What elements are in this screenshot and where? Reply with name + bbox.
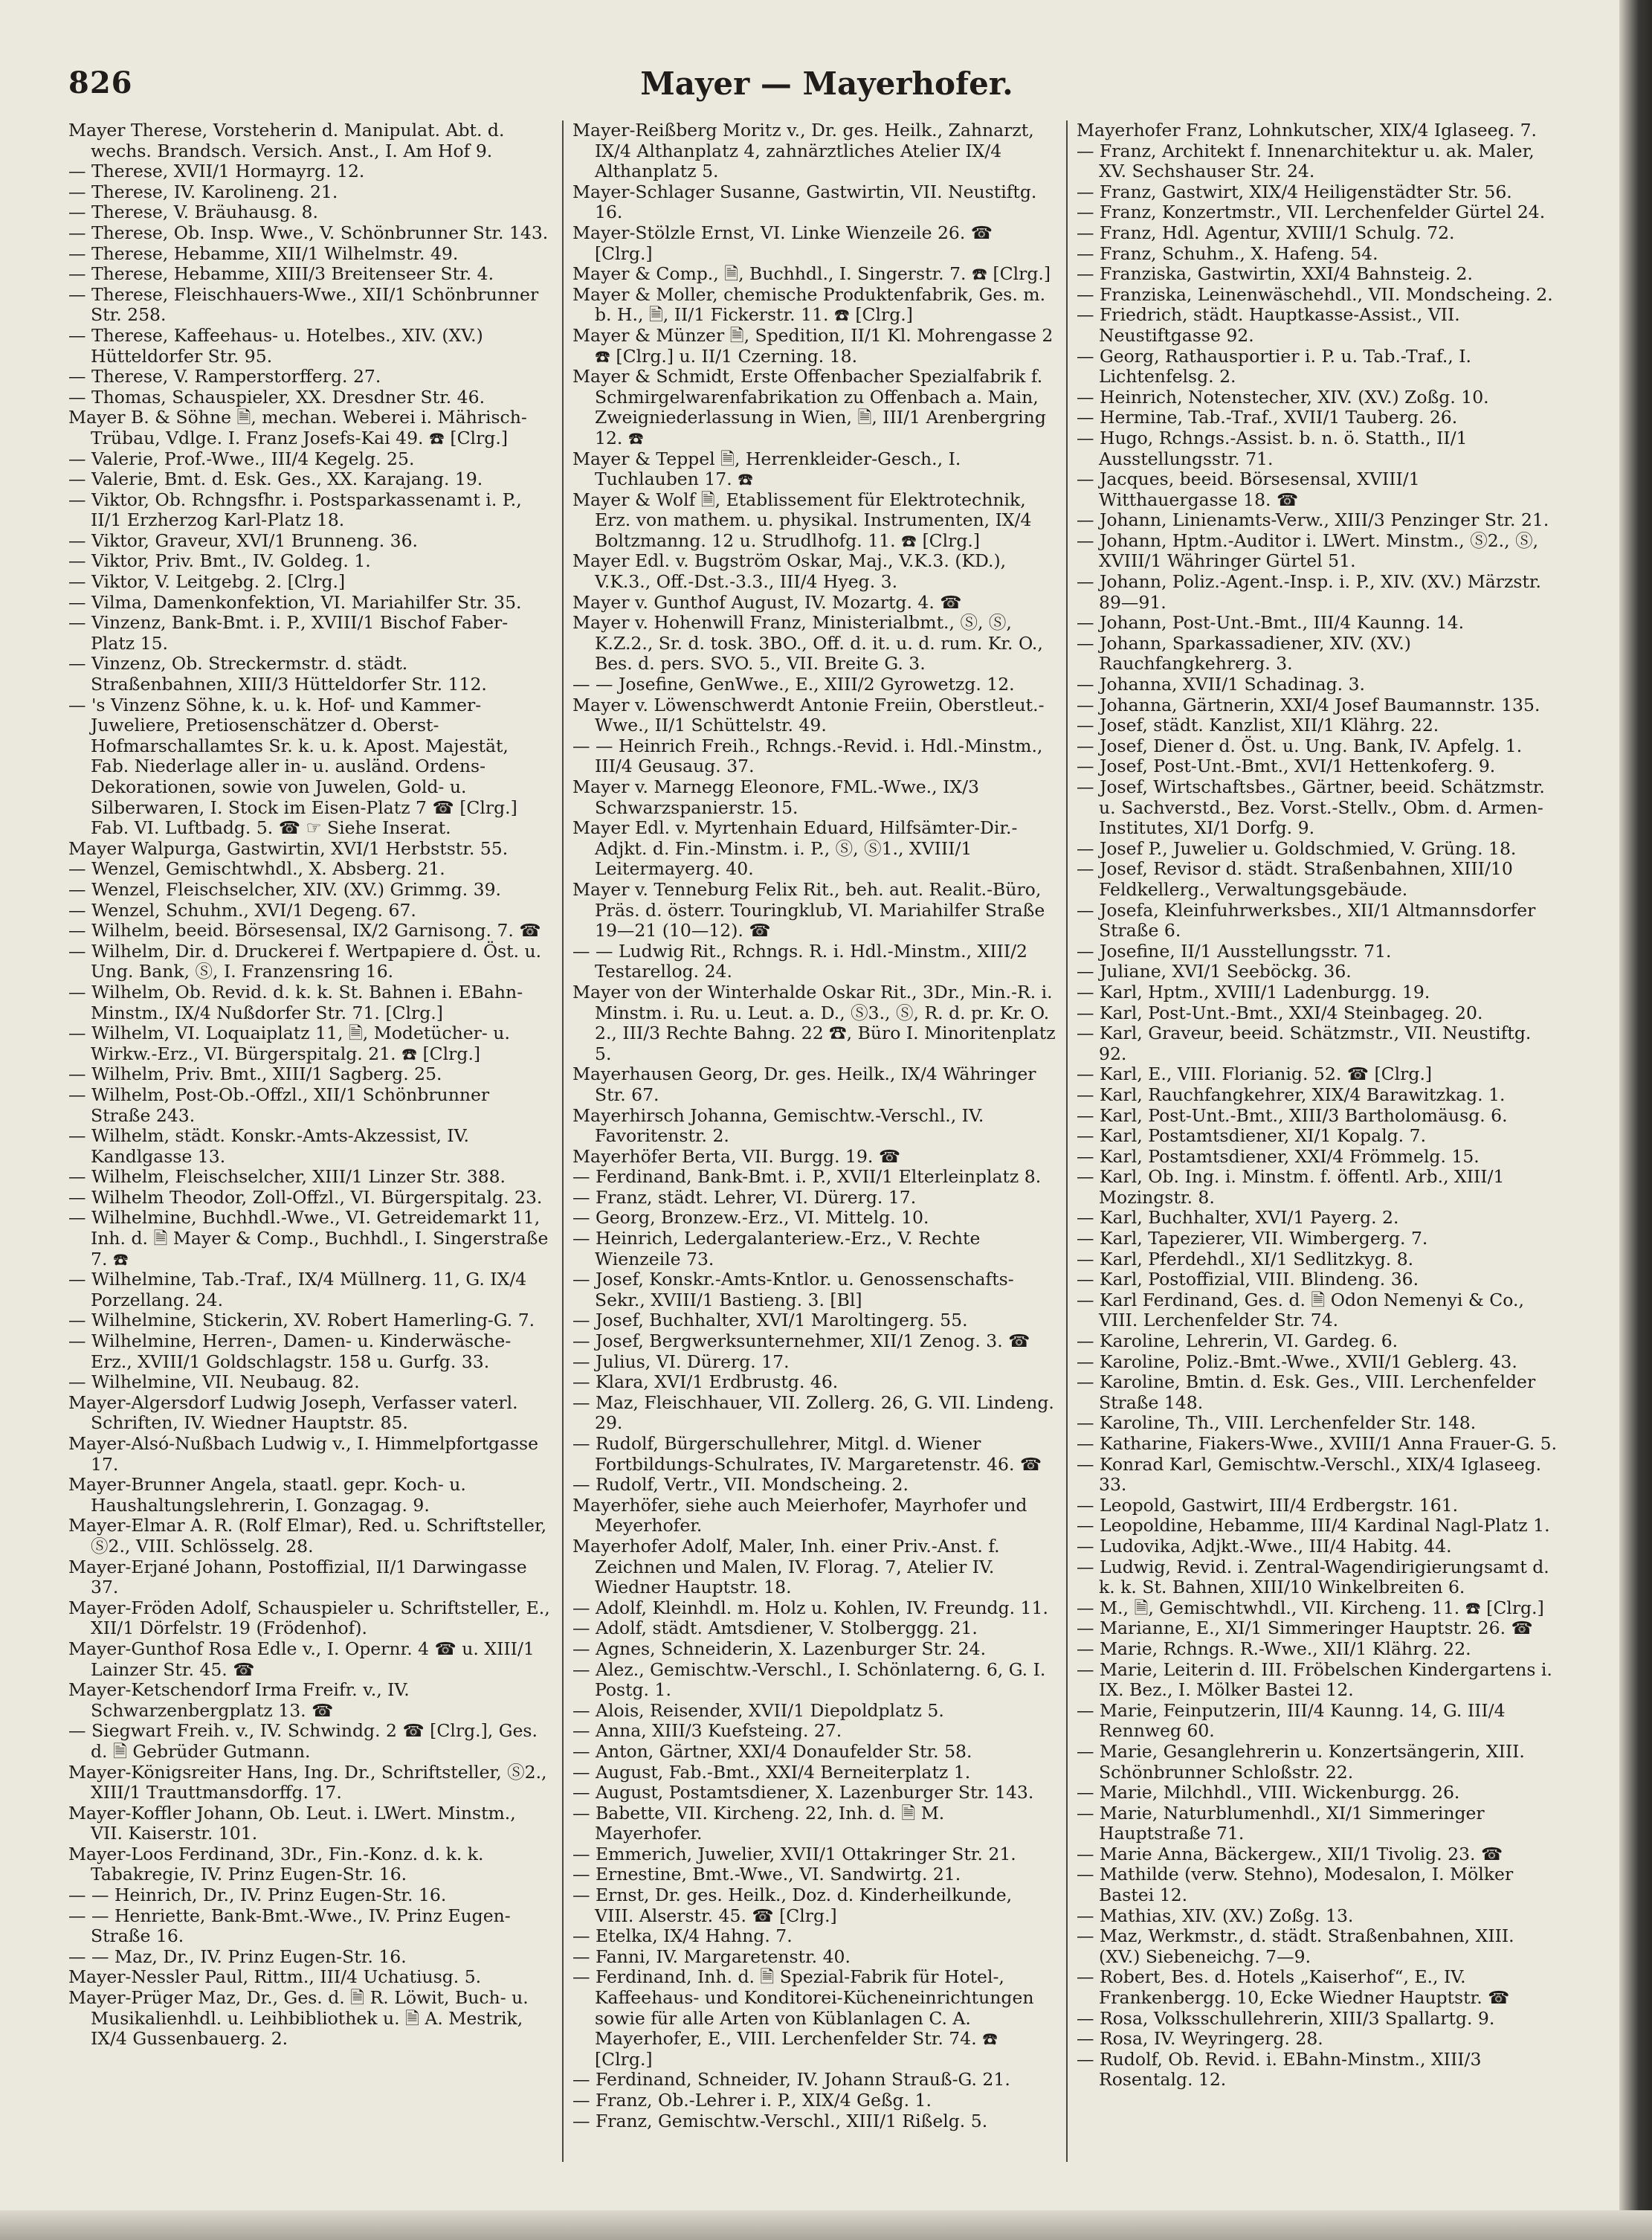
directory-entry: — Leopoldine, Hebamme, III/4 Kardinal Nagl-Platz 1.	[1077, 1515, 1550, 1536]
directory-entry: — Georg, Bronzew.-Erz., VI. Mittelg. 10.	[572, 1207, 929, 1229]
page-edge-bottom	[0, 2210, 1652, 2240]
directory-entry: — Franz, Konzertmstr., VII. Lerchenfelder Gürtel 24.	[1077, 202, 1546, 223]
directory-entry: Mayer-Fröden Adolf, Schauspieler u. Schriftsteller, E., XII/1 Dörfelstr. 19 (Frödenhof).	[68, 1597, 550, 1639]
directory-entry: — Klara, XVI/1 Erdbrustg. 46.	[572, 1371, 839, 1393]
directory-entry: — Josef, Diener d. Öst. u. Ung. Bank, IV. Apfelg. 1.	[1077, 735, 1523, 756]
directory-entry: — Vinzenz, Bank-Bmt. i. P., XVIII/1 Bischof Faber-Platz 15.	[68, 612, 509, 654]
directory-entry: — Mathilde (verw. Stehno), Modesalon, I. Mölker Bastei 12.	[1077, 1864, 1514, 1906]
directory-entry: — Wilhelmine, Stickerin, XV. Robert Hamerling-G. 7.	[68, 1310, 535, 1331]
directory-entry: — Franz, städt. Lehrer, VI. Dürerg. 17.	[572, 1186, 917, 1208]
directory-entry: — Emmerich, Juwelier, XVII/1 Ottakringer Str. 21.	[572, 1843, 1016, 1864]
directory-entry: — Karl, Post-Unt.-Bmt., XXI/4 Steinbageg. 20.	[1077, 1002, 1483, 1023]
directory-entry: — Therese, Fleischhauers-Wwe., XII/1 Schönbrunner Str. 258.	[68, 283, 539, 326]
directory-entry: Mayer & Teppel 🗎, Herrenkleider-Gesch., I. Tuchlauben 17. ☎	[572, 448, 961, 490]
directory-entry: — Marie, Milchhdl., VIII. Wickenburgg. 26.	[1077, 1782, 1460, 1803]
directory-entry: — Rosa, IV. Weyringerg. 28.	[1077, 2028, 1323, 2050]
directory-entry: — Valerie, Prof.-Wwe., III/4 Kegelg. 25.	[68, 448, 415, 469]
directory-entry: — Karl Ferdinand, Ges. d. 🗎 Odon Nemenyi & Co., VIII. Lerchenfelder Str. 74.	[1077, 1289, 1524, 1331]
directory-entry: — Julius, VI. Dürerg. 17.	[572, 1351, 790, 1372]
directory-entry: — Konrad Karl, Gemischtw.-Verschl., XIX/4 Iglaseeg. 33.	[1077, 1453, 1542, 1496]
directory-entry: Mayer Edl. v. Bugström Oskar, Maj., V.K.3. (KD.), V.K.3., Off.-Dst.-3.3., III/4 Hyeg. 3.	[572, 550, 1007, 593]
directory-entry: — Karl, Pferdehdl., XI/1 Sedlitzkyg. 8.	[1077, 1248, 1414, 1269]
directory-entry: — Wilhelm, Dir. d. Druckerei f. Wertpapiere d. Öst. u. Ung. Bank, Ⓢ, I. Franzensring 16.	[68, 940, 542, 982]
directory-entry: — Robert, Bes. d. Hotels „Kaiserhof“, E., IV. Frankenbergg. 10, Ecke Wiedner Hauptstr. ☎	[1077, 1966, 1510, 2009]
directory-entry: — Josef P., Juwelier u. Goldschmied, V. Grüng. 18.	[1077, 837, 1517, 859]
directory-entry: — Wilhelm, städt. Konskr.-Amts-Akzessist, IV. Kandlgasse 13.	[68, 1125, 469, 1167]
directory-entry: Mayerhöfer Berta, VII. Burgg. 19. ☎	[572, 1145, 901, 1167]
directory-entry: Mayer-Erjané Johann, Postoffizial, II/1 Darwingasse 37.	[68, 1556, 527, 1598]
directory-entry: — Maz, Werkmstr., d. städt. Straßenbahnen, XIII. (XV.) Siebeneichg. 7—9.	[1077, 1925, 1514, 1967]
directory-entry: Mayerhausen Georg, Dr. ges. Heilk., IX/4 Währinger Str. 67.	[572, 1063, 1036, 1105]
directory-entry: Mayer-Brunner Angela, staatl. gepr. Koch- u. Haushaltungslehrerin, I. Gonzagag. 9.	[68, 1474, 466, 1516]
directory-entry: Mayer Walpurga, Gastwirtin, XVI/1 Herbststr. 55.	[68, 837, 509, 859]
directory-entry: Mayer-Königsreiter Hans, Ing. Dr., Schriftsteller, Ⓢ2., XIII/1 Trauttmansdorffg. 17.	[68, 1761, 547, 1803]
directory-entry: — Wenzel, Gemischtwhdl., X. Absberg. 21.	[68, 858, 445, 880]
directory-entry: — Ernst, Dr. ges. Heilk., Doz. d. Kinderheilkunde, VIII. Alserstr. 45. ☎ [Clrg.]	[572, 1885, 1013, 1926]
directory-entry: Mayer-Stölzle Ernst, VI. Linke Wienzeile 26. ☎ [Clrg.]	[572, 222, 993, 264]
directory-entry: — Katharine, Fiakers-Wwe., XVIII/1 Anna Frauer-G. 5.	[1077, 1433, 1558, 1454]
directory-entry: — Jacques, beeid. Börsesensal, XVIII/1 Witthauergasse 18. ☎	[1077, 469, 1420, 510]
directory-entry: — Wilhelmine, Herren-, Damen- u. Kinderwäsche-Erz., XVIII/1 Goldschlagstr. 158 u. Gurfg. 33.	[68, 1330, 512, 1372]
directory-entry: — Alez., Gemischtw.-Verschl., I. Schönlaterng. 6, G. I. Postg. 1.	[572, 1658, 1046, 1701]
directory-entry: — Wilhelmine, Tab.-Traf., IX/4 Müllnerg. 11, G. IX/4 Porzellang. 24.	[68, 1269, 527, 1310]
column-middle	[572, 120, 1056, 2173]
directory-entry: — Johann, Hptm.-Auditor i. LWert. Minstm., Ⓢ2., Ⓢ, XVIII/1 Währinger Gürtel 51.	[1077, 530, 1539, 572]
directory-entry: — Josef, Konskr.-Amts-Kntlor. u. Genossenschafts-Sekr., XVIII/1 Bastieng. 3. [Bl]	[572, 1269, 1014, 1310]
directory-entry: Mayer Edl. v. Myrtenhain Eduard, Hilfsämter-Dir.-Adjkt. d. Fin.-Minstm. i. P., Ⓢ, Ⓢ1., XVIII/1 Leitermayerg. 40.	[572, 817, 1018, 880]
directory-entry: — Karl, Ob. Ing. i. Minstm. f. öffentl. Arb., XIII/1 Mozingstr. 8.	[1077, 1166, 1505, 1208]
directory-entry: — August, Fab.-Bmt., XXI/4 Berneiterplatz 1.	[572, 1761, 971, 1783]
column-divider	[1066, 120, 1068, 2162]
directory-entry: — Josef, städt. Kanzlist, XII/1 Klährg. 22.	[1077, 715, 1439, 736]
directory-entry: — Josefa, Kleinfuhrwerksbes., XII/1 Altmannsdorfer Straße 6.	[1077, 899, 1536, 942]
directory-entry: — Wilhelmine, Buchhdl.-Wwe., VI. Getreidemarkt 11, Inh. d. 🗎 Mayer & Comp., Buchhdl., I. Singerstraße 7. ☎	[68, 1207, 549, 1269]
directory-entry: — Johann, Linienamts-Verw., XIII/3 Penzinger Str. 21.	[1077, 509, 1549, 531]
directory-entry: — Heinrich, Notenstecher, XIV. (XV.) Zoßg. 10.	[1077, 386, 1489, 408]
column-divider	[562, 120, 564, 2162]
directory-entry: — Agnes, Schneiderin, X. Lazenburger Str. 24.	[572, 1638, 987, 1659]
directory-entry: — Georg, Rathausportier i. P. u. Tab.-Traf., I. Lichtenfelsg. 2.	[1077, 345, 1471, 387]
directory-entry: Mayer-Elmar A. R. (Rolf Elmar), Red. u. Schriftsteller, Ⓢ2., VIII. Schlösselg. 28.	[68, 1515, 547, 1557]
directory-entry: — Wilhelmine, VII. Neubaug. 82.	[68, 1371, 360, 1393]
directory-entry: — Rudolf, Ob. Revid. i. EBahn-Minstm., XIII/3 Rosentalg. 12.	[1077, 2048, 1482, 2091]
page-header	[68, 65, 1585, 109]
directory-entry: Mayer v. Marnegg Eleonore, FML.-Wwe., IX/3 Schwarzspanierstr. 15.	[572, 776, 979, 818]
directory-entry: — Leopold, Gastwirt, III/4 Erdbergstr. 161.	[1077, 1494, 1459, 1516]
directory-entry: Mayer-Ketschendorf Irma Freifr. v., IV. Schwarzenbergplatz 13. ☎	[68, 1679, 410, 1721]
directory-entry: Mayerhofer Adolf, Maler, Inh. einer Priv.-Anst. f. Zeichnen und Malen, IV. Florag. 7, Atelier IV. Wiedner Hauptstr. 18.	[572, 1535, 1000, 1598]
directory-entry: Mayer-Algersdorf Ludwig Joseph, Verfasser vaterl. Schriften, IV. Wiedner Hauptstr. 85.	[68, 1391, 518, 1434]
directory-entry: Mayer v. Gunthof August, IV. Mozartg. 4. ☎	[572, 591, 962, 613]
directory-entry: — Therese, XVII/1 Hormayrg. 12.	[68, 161, 365, 182]
directory-entry: — Marie, Feinputzerin, III/4 Kaunng. 14, G. III/4 Rennweg 60.	[1077, 1699, 1506, 1742]
directory-entry: — Karl, Hptm., XVIII/1 Ladenburgg. 19.	[1077, 981, 1430, 1002]
directory-entry: Mayer von der Winterhalde Oskar Rit., 3Dr., Min.-R. i. Minstm. i. Ru. u. Leut. a. D., Ⓢ3., Ⓢ, R. d. pr. Kr. O. 2., III/3 Rechte Bahng. 22 ☎, Büro I. Minoritenplatz 5.	[572, 981, 1056, 1064]
directory-entry: — Heinrich, Ledergalanteriew.-Erz., V. Rechte Wienzeile 73.	[572, 1228, 981, 1269]
directory-entry: — — Ludwig Rit., Rchngs. R. i. Hdl.-Minstm., XIII/2 Testarellog. 24.	[572, 940, 1028, 982]
page-number: 826	[68, 65, 133, 100]
page-title: Mayer — Mayerhofer.	[640, 65, 1013, 102]
directory-entry: — Adolf, Kleinhdl. m. Holz u. Kohlen, IV. Freundg. 11.	[572, 1597, 1048, 1618]
directory-entry: — Anna, XIII/3 Kuefsteing. 27.	[572, 1720, 842, 1742]
directory-entry: — Ferdinand, Bank-Bmt. i. P., XVII/1 Elterleinplatz 8.	[572, 1166, 1042, 1188]
directory-entry: — Karl, Post-Unt.-Bmt., XIII/3 Bartholomäusg. 6.	[1077, 1104, 1508, 1126]
directory-entry: — Karl, Rauchfangkehrer, XIX/4 Barawitzkag. 1.	[1077, 1084, 1506, 1105]
directory-entry: — Wilhelm, beeid. Börsesensal, IX/2 Garnisong. 7. ☎	[68, 920, 541, 942]
directory-entry: — Karoline, Poliz.-Bmt.-Wwe., XVII/1 Geblerg. 43.	[1077, 1351, 1517, 1372]
directory-entry: — Marie, Naturblumenhdl., XI/1 Simmeringer Hauptstraße 71.	[1077, 1802, 1485, 1844]
directory-entry: — Marie Anna, Bäckergew., XII/1 Tivolig. 23. ☎	[1077, 1843, 1503, 1864]
directory-entry: Mayer-Gunthof Rosa Edle v., I. Opernr. 4 ☎ u. XIII/1 Lainzer Str. 45. ☎	[68, 1638, 535, 1680]
directory-entry: — Rudolf, Bürgerschullehrer, Mitgl. d. Wiener Fortbildungs-Schulrates, IV. Margaretenstr. 46. ☎	[572, 1433, 1042, 1475]
directory-entry: — Karl, Tapezierer, VII. Wimbergerg. 7.	[1077, 1228, 1428, 1249]
directory-entry: Mayer & Moller, chemische Produktenfabrik, Ges. m. b. H., 🗎, II/1 Fickerstr. 11. ☎ [Clrg.]	[572, 283, 1046, 326]
directory-entry: — Franz, Gemischtw.-Verschl., XIII/1 Rißelg. 5.	[572, 2110, 988, 2131]
directory-entry: — Wilhelm, Fleischselcher, XIII/1 Linzer Str. 388.	[68, 1166, 506, 1188]
directory-entry: — Alois, Reisender, XVII/1 Diepoldplatz 5.	[572, 1699, 944, 1721]
directory-entry: — Johann, Poliz.-Agent.-Insp. i. P., XIV. (XV.) Märzstr. 89—91.	[1077, 571, 1542, 613]
directory-entry: Mayer v. Hohenwill Franz, Ministerialbmt., Ⓢ, Ⓢ, K.Z.2., Sr. d. tosk. 3BO., Off. d. it. u. d. rum. Kr. O., Bes. d. pers. SVO. 5., VII. Breite G. 3.	[572, 612, 1043, 675]
directory-entry: — Marie, Rchngs. R.-Wwe., XII/1 Klährg. 22.	[1077, 1638, 1471, 1659]
directory-entry: — Karl, Buchhalter, XVI/1 Payerg. 2.	[1077, 1207, 1399, 1229]
directory-entry: — Therese, Ob. Insp. Wwe., V. Schönbrunner Str. 143.	[68, 222, 549, 243]
directory-entry: — Hermine, Tab.-Traf., XVII/1 Tauberg. 26.	[1077, 407, 1458, 428]
directory-entry: — Johann, Post-Unt.-Bmt., III/4 Kaunng. 14.	[1077, 612, 1465, 634]
directory-entry: — Ernestine, Bmt.-Wwe., VI. Sandwirtg. 21.	[572, 1864, 961, 1885]
directory-entry: — Karoline, Th., VIII. Lerchenfelder Str. 148.	[1077, 1412, 1477, 1434]
directory-entry: — — Henriette, Bank-Bmt.-Wwe., IV. Prinz Eugen-Straße 16.	[68, 1905, 511, 1947]
directory-entry: — Fanni, IV. Margaretenstr. 40.	[572, 1945, 851, 1967]
column-left	[68, 120, 552, 2173]
directory-entry: — Viktor, Priv. Bmt., IV. Goldeg. 1.	[68, 550, 371, 572]
directory-entry: — Rosa, Volksschullehrerin, XIII/3 Spallartg. 9.	[1077, 2007, 1495, 2029]
directory-entry: — Josef, Buchhalter, XVI/1 Maroltingerg. 55.	[572, 1310, 968, 1331]
directory-entry: — Wenzel, Fleischselcher, XIV. (XV.) Grimmg. 39.	[68, 878, 502, 900]
directory-entry: Mayerhofer Franz, Lohnkutscher, XIX/4 Iglaseeg. 7.	[1077, 120, 1537, 141]
directory-entry: — Josef, Wirtschaftsbes., Gärtner, beeid. Schätzmstr. u. Sachverstd., Bez. Vorst.-Stellv., Obm. d. Armen-Institutes, XI/1 Dorfg. 9.	[1077, 776, 1545, 839]
column-right	[1077, 120, 1560, 2173]
directory-entry: — Karl, E., VIII. Florianig. 52. ☎ [Clrg.]	[1077, 1063, 1433, 1085]
directory-entry: — Mathias, XIV. (XV.) Zoßg. 13.	[1077, 1905, 1354, 1926]
directory-entry: — Vilma, Damenkonfektion, VI. Mariahilfer Str. 35.	[68, 591, 522, 613]
directory-entry: — Therese, Kaffeehaus- u. Hotelbes., XIV. (XV.) Hütteldorfer Str. 95.	[68, 324, 483, 367]
directory-entry: — Josefine, II/1 Ausstellungsstr. 71.	[1077, 940, 1392, 962]
directory-entry: — Viktor, Graveur, XVI/1 Brunneng. 36.	[68, 530, 419, 551]
directory-entry: — Franz, Schuhm., X. Hafeng. 54.	[1077, 242, 1378, 264]
directory-entry: — M., 🗎, Gemischtwhdl., VII. Kircheng. 11. ☎ [Clrg.]	[1077, 1597, 1544, 1618]
directory-entry: — Karl, Graveur, beeid. Schätzmstr., VII. Neustiftg. 92.	[1077, 1023, 1532, 1064]
directory-entry: — Karl, Postamtsdiener, XXI/4 Frömmelg. 15.	[1077, 1145, 1480, 1167]
directory-entry: — Franz, Hdl. Agentur, XVIII/1 Schulg. 72.	[1077, 222, 1455, 243]
directory-entry: — Johanna, XVII/1 Schadinag. 3.	[1077, 674, 1366, 695]
directory-entry: Mayer-Loos Ferdinand, 3Dr., Fin.-Konz. d. k. k. Tabakregie, IV. Prinz Eugen-Str. 16.	[68, 1843, 484, 1885]
page-edge-shadow	[1619, 0, 1652, 2240]
directory-entry: — Ludwig, Revid. i. Zentral-Wagendirigierungsamt d. k. k. St. Bahnen, XIII/10 Winkelbreiten 6.	[1077, 1556, 1549, 1598]
directory-entry: Mayer Therese, Vorsteherin d. Manipulat. Abt. d. wechs. Brandsch. Versich. Anst., I. Am Hof 9.	[68, 120, 505, 161]
directory-entry: — — Maz, Dr., IV. Prinz Eugen-Str. 16.	[68, 1945, 407, 1967]
directory-entry: Mayer v. Tenneburg Felix Rit., beh. aut. Realit.-Büro, Präs. d. österr. Touringklub, VI. Mariahilfer Straße 19—21 (10—12). ☎	[572, 878, 1045, 942]
directory-entry: Mayerhirsch Johanna, Gemischtw.-Verschl., IV. Favoritenstr. 2.	[572, 1104, 984, 1147]
directory-entry: — — Heinrich Freih., Rchngs.-Revid. i. Hdl.-Minstm., III/4 Geusaug. 37.	[572, 735, 1043, 777]
directory-entry: Mayer-Reißberg Moritz v., Dr. ges. Heilk., Zahnarzt, IX/4 Althanplatz 4, zahnärztliches Atelier IX/4 Althanplatz 5.	[572, 120, 1034, 182]
directory-entry: — — Josefine, GenWwe., E., XIII/2 Gyrowetzg. 12.	[572, 674, 1015, 695]
directory-entry: — Adolf, städt. Amtsdiener, V. Stolberggg. 21.	[572, 1618, 978, 1639]
directory-entry: — — Heinrich, Dr., IV. Prinz Eugen-Str. 16.	[68, 1885, 447, 1906]
directory-entry: — Karl, Postoffizial, VIII. Blindeng. 36.	[1077, 1269, 1419, 1290]
directory-entry: — Franziska, Leinenwäschehdl., VII. Mondscheing. 2.	[1077, 283, 1553, 305]
directory-entry: — Wilhelm, Ob. Revid. d. k. k. St. Bahnen i. EBahn-Minstm., IX/4 Nußdorfer Str. 71. [Clrg.]	[68, 981, 523, 1023]
directory-entry: — Babette, VII. Kircheng. 22, Inh. d. 🗎 M. Mayerhofer.	[572, 1802, 945, 1844]
directory-entry: — Wenzel, Schuhm., XVI/1 Degeng. 67.	[68, 899, 416, 921]
directory-entry: — Franz, Architekt f. Innenarchitektur u. ak. Maler, XV. Sechshauser Str. 24.	[1077, 140, 1535, 182]
directory-entry: — Valerie, Bmt. d. Esk. Ges., XX. Karajang. 19.	[68, 469, 483, 490]
directory-entry: — Hugo, Rchngs.-Assist. b. n. ö. Statth., II/1 Ausstellungsstr. 71.	[1077, 427, 1468, 469]
directory-entry: — Franziska, Gastwirtin, XXI/4 Bahnsteig. 2.	[1077, 263, 1473, 285]
directory-entry: Mayer-Schlager Susanne, Gastwirtin, VII. Neustiftg. 16.	[572, 181, 1037, 223]
directory-entry: — Viktor, Ob. Rchngsfhr. i. Postsparkassenamt i. P., II/1 Erzherzog Karl-Platz 18.	[68, 489, 522, 531]
directory-entry: — Marie, Leiterin d. III. Fröbelschen Kindergartens i. IX. Bez., I. Mölker Bastei 12.	[1077, 1658, 1552, 1701]
directory-entry: — Wilhelm, VI. Loquaiplatz 11, 🗎, Modetücher- u. Wirkw.-Erz., VI. Bürgerspitalg. 21. ☎ [Clrg.]	[68, 1023, 510, 1064]
directory-entry: Mayerhöfer, siehe auch Meierhofer, Mayrhofer und Meyerhofer.	[572, 1494, 1027, 1536]
directory-entry: — Siegwart Freih. v., IV. Schwindg. 2 ☎ [Clrg.], Ges. d. 🗎 Gebrüder Gutmann.	[68, 1720, 538, 1762]
directory-entry: Mayer & Comp., 🗎, Buchhdl., I. Singerstr. 7. ☎ [Clrg.]	[572, 263, 1051, 285]
directory-entry: — Therese, V. Ramperstorfferg. 27.	[68, 366, 381, 387]
directory-entry: — Wilhelm, Priv. Bmt., XIII/1 Sagberg. 25.	[68, 1063, 442, 1085]
directory-entry: — Ferdinand, Schneider, IV. Johann Strauß-G. 21.	[572, 2069, 1010, 2091]
directory-entry: — Viktor, V. Leitgebg. 2. [Clrg.]	[68, 571, 346, 593]
directory-entry: Mayer-Prüger Maz, Dr., Ges. d. 🗎 R. Löwit, Buch- u. Musikalienhdl. u. Leihbibliothek u. 🗎 A. Mestrik, IX/4 Gussenbauerg. 2.	[68, 1987, 529, 2050]
directory-entry: — Franz, Ob.-Lehrer i. P., XIX/4 Geßg. 1.	[572, 2090, 932, 2111]
directory-entry: Mayer B. & Söhne 🗎, mechan. Weberei i. Mährisch-Trübau, Vdlge. I. Franz Josefs-Kai 49. ☎ [Clrg.]	[68, 407, 527, 448]
directory-entry: — Johann, Sparkassadiener, XIV. (XV.) Rauchfangkehrerg. 3.	[1077, 632, 1411, 675]
directory-entry: — Ludovika, Adjkt.-Wwe., III/4 Habitg. 44.	[1077, 1535, 1452, 1557]
directory-entry: — Rudolf, Vertr., VII. Mondscheing. 2.	[572, 1474, 909, 1496]
directory-entry: — Karoline, Bmtin. d. Esk. Ges., VIII. Lerchenfelder Straße 148.	[1077, 1371, 1536, 1413]
directory-entry: Mayer v. Löwenschwerdt Antonie Freiin, Oberstleut.-Wwe., II/1 Schüttelstr. 49.	[572, 694, 1045, 736]
directory-entry: — Marie, Gesanglehrerin u. Konzertsängerin, XIII. Schönbrunner Schloßstr. 22.	[1077, 1740, 1525, 1783]
directory-entry: — Therese, Hebamme, XII/1 Wilhelmstr. 49.	[68, 242, 459, 264]
directory-entry: — Etelka, IX/4 Hahng. 7.	[572, 1925, 793, 1947]
directory-entry: — Ferdinand, Inh. d. 🗎 Spezial-Fabrik für Hotel-, Kaffeehaus- und Konditorei-Kücheneinrichtungen sowie für alle Arten von Küblanlagen C. A. Mayerhofer, E., VIII. Lerchenfelder Str. 74. ☎ [Clrg.]	[572, 1966, 1034, 2070]
directory-entry: — Karoline, Lehrerin, VI. Gardeg. 6.	[1077, 1330, 1398, 1352]
directory-entry: — Maz, Fleischhauer, VII. Zollerg. 26, G. VII. Lindeng. 29.	[572, 1391, 1054, 1434]
directory-entry: Mayer & Münzer 🗎, Spedition, II/1 Kl. Mohrengasse 2 ☎ [Clrg.] u. II/1 Czerning. 18.	[572, 324, 1054, 367]
directory-entry: — August, Postamtsdiener, X. Lazenburger Str. 143.	[572, 1782, 1034, 1803]
directory-entry: — Johanna, Gärtnerin, XXI/4 Josef Baumannstr. 135.	[1077, 694, 1540, 715]
directory-entry: Mayer-Alsó-Nußbach Ludwig v., I. Himmelpfortgasse 17.	[68, 1433, 538, 1475]
directory-entry: — 's Vinzenz Söhne, k. u. k. Hof- und Kammer-Juweliere, Pretiosenschätzer d. Oberst-Hofmarschallamtes Sr. k. u. k. Apost. Majestät, Fab. Niederlage aller in- u. ausländ. Ordens-Dekorationen, sowie von Juwelen, Gold- u. Silberwaren, I. Stock im Eisen-Platz 7 ☎ [Clrg.] Fab. VI. Luftbadg. 5. ☎ ☞ Siehe Inserat.	[68, 694, 517, 839]
directory-entry: Mayer & Schmidt, Erste Offenbacher Spezialfabrik f. Schmirgelwarenfabrikation zu Offenbach a. Main, Zweigniederlassung in Wien, 🗎, III/1 Arenbergring 12. ☎	[572, 366, 1046, 448]
directory-entry: — Josef, Post-Unt.-Bmt., XVI/1 Hettenkoferg. 9.	[1077, 756, 1496, 777]
directory-entry: Mayer-Koffler Johann, Ob. Leut. i. LWert. Minstm., VII. Kaiserstr. 101.	[68, 1802, 516, 1844]
directory-entry: — Josef, Revisor d. städt. Straßenbahnen, XIII/10 Feldkellerg., Verwaltungsgebäude.	[1077, 858, 1513, 900]
directory-entry: — Therese, Hebamme, XIII/3 Breitenseer Str. 4.	[68, 263, 494, 285]
directory-entry: — Josef, Bergwerksunternehmer, XII/1 Zenog. 3. ☎	[572, 1330, 1030, 1352]
directory-entry: — Thomas, Schauspieler, XX. Dresdner Str. 46.	[68, 386, 485, 408]
directory-entry: — Juliane, XVI/1 Seeböckg. 36.	[1077, 961, 1352, 982]
directory-entry: Mayer & Wolf 🗎, Etablissement für Elektrotechnik, Erz. von mathem. u. physikal. Instrumenten, IX/4 Boltzmanng. 12 u. Strudlhofg. 11. ☎ [Clrg.]	[572, 489, 1032, 551]
directory-entry: — Friedrich, städt. Hauptkasse-Assist., VII. Neustiftgasse 92.	[1077, 304, 1460, 346]
directory-entry: — Anton, Gärtner, XXI/4 Donaufelder Str. 58.	[572, 1740, 972, 1762]
directory-entry: — Marianne, E., XI/1 Simmeringer Hauptstr. 26. ☎	[1077, 1618, 1533, 1639]
directory-entry: — Karl, Postamtsdiener, XI/1 Kopalg. 7.	[1077, 1125, 1427, 1147]
directory-entry: — Wilhelm Theodor, Zoll-Offzl., VI. Bürgerspitalg. 23.	[68, 1186, 543, 1208]
directory-entry: — Franz, Gastwirt, XIX/4 Heiligenstädter Str. 56.	[1077, 181, 1512, 202]
directory-entry: Mayer-Nessler Paul, Rittm., III/4 Uchatiusg. 5.	[68, 1966, 482, 1988]
directory-entry: — Therese, V. Bräuhausg. 8.	[68, 202, 318, 223]
directory-entry: — Vinzenz, Ob. Streckermstr. d. städt. Straßenbahnen, XIII/3 Hütteldorfer Str. 112.	[68, 653, 487, 695]
directory-entry: — Therese, IV. Karolineng. 21.	[68, 181, 338, 202]
directory-entry: — Wilhelm, Post-Ob.-Offzl., XII/1 Schönbrunner Straße 243.	[68, 1084, 490, 1126]
